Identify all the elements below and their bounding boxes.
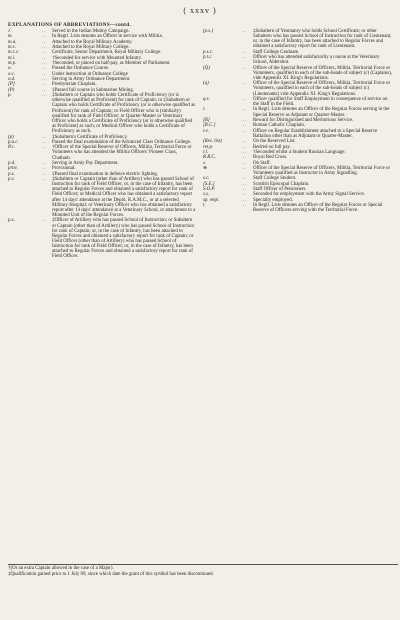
abbreviation-entry bbox=[203, 166, 393, 176]
leader-dots: .. bbox=[41, 171, 47, 177]
abbreviation-term: (p) bbox=[8, 134, 14, 140]
abbreviation-definition: ‡Officer of Artillery who has passed School of Instruction; or Subaltern or Captain (other than of Artillery) who has passed School of Instruction for rank of Captain; or, in the case of Infantry, has been attached to Regular Forces and obtained a satisfactory report for rank of Captain; or Field Officer (other than of Artillery) who has passed School of Instruction for rank of Field Officer; or, in the case of Infantry, has been attached to Regular Forces and obtained a satisfactory report for rank of Field Officer. bbox=[52, 218, 194, 260]
abbreviation-definition: Royal Red Cross. bbox=[253, 155, 288, 161]
abbreviation-definition: †Seconded for service with Mounted Infantry. bbox=[52, 55, 143, 61]
abbreviation-term: [R] bbox=[203, 117, 210, 123]
abbreviation-definition: Presbyterian Chaplain. bbox=[52, 82, 97, 88]
leader-dots: .. bbox=[41, 55, 47, 61]
abbreviation-entry bbox=[8, 145, 196, 160]
abbreviation-term: m.a. bbox=[8, 39, 17, 45]
leader-dots: .. bbox=[242, 65, 248, 71]
abbreviation-term: ⊛ bbox=[203, 165, 208, 171]
abbreviation-definition: On Staff. bbox=[253, 160, 271, 166]
abbreviation-definition: Officer qualified for Staff Employment in consequence of service on the Staff in the Field. bbox=[253, 96, 388, 108]
abbreviation-definition: Seconded for employment with the Army Signal Service. bbox=[253, 192, 365, 198]
abbreviation-term: m.c. bbox=[8, 45, 17, 51]
abbreviation-definition: Reward for Distinguished and Meritorious Service. bbox=[253, 117, 354, 123]
leader-dots: .. bbox=[41, 82, 47, 88]
abbreviation-term: ⅈ bbox=[8, 29, 10, 34]
footnote-divider bbox=[8, 564, 398, 565]
abbreviation-term: p.a.c. bbox=[8, 139, 19, 145]
abbreviation-term: (Q) bbox=[203, 65, 210, 71]
abbreviation-term: m. bbox=[8, 34, 13, 40]
leader-dots: .. bbox=[242, 181, 248, 187]
abbreviation-term: s.s. bbox=[203, 192, 210, 198]
leader-dots: .. bbox=[242, 117, 248, 123]
leader-dots: .. bbox=[242, 55, 248, 61]
abbreviation-term: ret.p. bbox=[203, 144, 214, 150]
abbreviation-definition: ‡Subaltern of Yeomanry who holds School Certificate; or other Subaltern who has passed School of Instruction for rank of Lieutenant, or, in the case of Infantry, has been attached to Regular Forces and obtained a satisfactory report for rank of Lieutenant. bbox=[253, 29, 392, 50]
abbreviation-definition: Officer of the Special Reserve of Officers, Militia, Territorial Force or Volunteers, qualified in each of the sub-heads of subject (c) (Lieutenants) vide Appendix XI. King's Regulations. bbox=[253, 81, 391, 97]
abbreviation-term: t. bbox=[203, 203, 206, 209]
abbreviation-term: p. bbox=[8, 93, 12, 99]
abbreviation-definition: Certificate, Senior Department, Royal Military College. bbox=[52, 50, 162, 56]
leader-dots: .. bbox=[41, 176, 47, 182]
abbreviation-definition: Officer of the Special Reserve of Officers, Militia, Territorial Force or Volunteers qualified as Instructor in Army Signalling. bbox=[253, 165, 391, 177]
abbreviation-entry bbox=[203, 29, 393, 50]
abbreviation-term: p.t.c. bbox=[203, 55, 213, 61]
leader-dots: .. bbox=[242, 49, 248, 55]
abbreviation-term: q.s. bbox=[203, 96, 210, 102]
abbreviation-term: R.R.C. bbox=[203, 155, 216, 161]
abbreviation-entry bbox=[8, 93, 196, 134]
leader-dots: .. bbox=[41, 77, 47, 83]
abbreviation-definition: †Seconded whilst a Student Russian Language. bbox=[253, 149, 346, 155]
abbreviation-term: p.s.c. bbox=[203, 49, 214, 55]
abbreviation-term: P.c. bbox=[8, 145, 15, 151]
abbreviation-term: o.c. bbox=[8, 71, 16, 77]
leader-dots: .. bbox=[242, 176, 248, 182]
page-number: ( xxxv ) bbox=[183, 6, 217, 15]
abbreviation-term: (q) bbox=[203, 81, 209, 87]
abbreviation-definition: Staff Officer of Pensioners. bbox=[253, 187, 307, 193]
leader-dots: .. bbox=[242, 155, 248, 161]
leader-dots: .. bbox=[242, 192, 248, 198]
footnote-1: †(Or an extra Captain allowed in the case of a Major). bbox=[8, 566, 114, 571]
abbreviation-term: s. bbox=[203, 160, 207, 166]
abbreviation-definition: Serving in Army Ordnance Department. bbox=[52, 77, 131, 83]
abbreviation-term: o.d. bbox=[8, 77, 16, 83]
leader-dots: .. bbox=[242, 160, 248, 166]
abbreviation-term: [P] bbox=[8, 82, 15, 88]
abbreviation-entry bbox=[203, 66, 393, 81]
abbreviation-definition: Officer on Regular Establishment attached to a Special Reserve Battalion other than as Adjutant or Quarter-Master. bbox=[253, 128, 378, 139]
abbreviation-definition: Retired on full pay. bbox=[253, 144, 291, 150]
abbreviation-entry bbox=[8, 218, 196, 259]
leader-dots: .. bbox=[242, 107, 248, 113]
abbreviation-term: m.i. bbox=[8, 55, 16, 61]
abbreviation-term: r.e. bbox=[203, 128, 209, 134]
leader-dots: .. bbox=[41, 34, 47, 40]
leader-dots: .. bbox=[41, 160, 47, 166]
leader-dots: .. bbox=[242, 96, 248, 102]
leader-dots: .. bbox=[41, 71, 47, 77]
abbreviation-term: o. bbox=[8, 66, 12, 72]
abbreviation-definition: Passed the final examination of the Advanced Class Ordnance College. bbox=[52, 139, 192, 145]
leader-dots: .. bbox=[242, 149, 248, 155]
leader-dots: .. bbox=[41, 134, 47, 140]
leader-dots: .. bbox=[242, 128, 248, 134]
abbreviation-term: m.p. bbox=[8, 61, 17, 67]
section-title: EXPLANATIONS OF ABBREVIATIONS—contd. bbox=[8, 22, 131, 28]
abbreviation-term: [S.E.] bbox=[203, 181, 215, 187]
abbreviation-entry bbox=[203, 81, 393, 96]
abbreviation-definition: ‡Subaltern or Captain who holds Certificate of Proficiency (or is otherwise qualified as Proficient) for rank of Captain; or ‡Subaltern or Captain who holds Certificate of Proficiency (or is otherwise qualified as Proficient) for rank of Captain; or Field Officer who is (similarly) qualified for rank of Field Officer; or Quarter-Master or Veterinary Officer who holds a Certificate of Proficiency (or is otherwise qualified as Proficient) as such; or Medical Officer who holds a Certificate of Proficiency as such. bbox=[52, 93, 196, 135]
leader-dots: .. bbox=[41, 166, 47, 172]
abbreviation-term: p.s. bbox=[8, 176, 15, 182]
abbreviation-term: m.c.c. bbox=[8, 50, 20, 56]
abbreviation-definition: In Regtl. Lists denotes an Officer of the Regular Forces or Special Reserve of Officers serving with the Territorial Force. bbox=[253, 203, 383, 214]
abbreviation-definition: ‡Subaltern or Captain (other than of Artillery) who has passed School of Instruction for rank of Field Officer, or, in the case of Infantry, has been attached to Regular Forces and obtained a satisfactory report for rank of Field Officer; or Medical Officer who has obtained a satisfactory report after 14 days' attendance at the Depôt, R.A.M.C., or at a selected Military Hospital; or Veterinary Officer who has obtained a satisfactory report after 14 days' attendance at a Veterinary School, or attachment to a Mounted Unit of the Regular Forces. bbox=[52, 176, 196, 219]
leader-dots: .. bbox=[41, 93, 47, 99]
leader-dots: .. bbox=[41, 50, 47, 56]
leader-dots: .. bbox=[41, 39, 47, 45]
abbreviation-entry bbox=[203, 107, 393, 117]
right-column bbox=[203, 29, 393, 214]
abbreviation-term: (P) bbox=[8, 87, 15, 93]
leader-dots: .. bbox=[242, 139, 248, 145]
abbreviation-term: r.l. bbox=[203, 149, 209, 155]
leader-dots: .. bbox=[242, 203, 248, 209]
abbreviation-definition: Roman Catholic Chaplain. bbox=[253, 123, 306, 129]
abbreviation-definition: †Officer of the Special Reserve of Officers, Militia, Territorial Force or Volunteers who has attended the Militia Officers' Pioneer Class, Chatham. bbox=[52, 145, 192, 161]
abbreviation-entry bbox=[8, 177, 196, 218]
abbreviation-entry bbox=[203, 129, 393, 139]
abbreviation-term: sp. emp. bbox=[203, 197, 220, 203]
abbreviation-definition: In Regtl. Lists denotes an Officer of the Regular Forces serving in the Special Reserve as Adjutant or Quarter-Master. bbox=[253, 107, 390, 118]
abbreviation-term: p.d. bbox=[8, 160, 16, 166]
abbreviation-term: [R.C.] bbox=[203, 123, 216, 129]
leader-dots: .. bbox=[41, 139, 47, 145]
leader-dots: .. bbox=[41, 29, 47, 34]
abbreviation-definition: Provisional. bbox=[52, 166, 76, 172]
leader-dots: .. bbox=[242, 165, 248, 171]
abbreviation-definition: Staff College Student. bbox=[253, 176, 297, 182]
abbreviation-definition: Attached to the Royal Military College. bbox=[52, 45, 130, 51]
abbreviation-definition: ‡Subaltern's Certificate of Proficiency. bbox=[52, 134, 128, 140]
leader-dots: .. bbox=[41, 61, 47, 67]
abbreviation-entry bbox=[203, 97, 393, 107]
abbreviation-definition: Serving in Army Pay Department. bbox=[52, 160, 119, 166]
leader-dots: .. bbox=[41, 218, 47, 224]
abbreviation-definition: Staff College Graduate. bbox=[253, 49, 300, 55]
abbreviation-definition: Officer who has attended satisfactorily a course at the Veterinary School, Aldershot. bbox=[253, 55, 380, 66]
leader-dots: .. bbox=[41, 145, 47, 151]
abbreviation-term: S.O.P. bbox=[203, 187, 216, 193]
abbreviation-definition: On the Reserved List. bbox=[253, 139, 296, 145]
abbreviation-definition: †Seconded, or placed on half-pay, as Member of Parliament. bbox=[52, 61, 171, 67]
leader-dots: .. bbox=[242, 81, 248, 87]
abbreviation-term: p.s. bbox=[8, 218, 15, 224]
leader-dots: .. bbox=[41, 45, 47, 51]
abbreviation-entry bbox=[203, 55, 393, 65]
leader-dots: .. bbox=[41, 66, 47, 72]
leader-dots: .. bbox=[242, 144, 248, 150]
abbreviation-definition: Under instruction at Ordnance College bbox=[52, 71, 128, 77]
leader-dots: .. bbox=[242, 197, 248, 203]
abbreviation-definition: Attached to the Royal Military Academy. bbox=[52, 39, 133, 45]
footnote-2: ‡Qualification gained prior to 1 July 09, since which date the grant of this symbol has been discontinued. bbox=[8, 572, 214, 577]
abbreviation-term: p.s. bbox=[8, 171, 15, 177]
abbreviation-definition: Served in the Indian Mutiny Campaign. bbox=[52, 29, 130, 34]
leader-dots: .. bbox=[242, 187, 248, 193]
abbreviation-definition: ‡Passed full course in Submarine Mining. bbox=[52, 87, 135, 93]
abbreviation-definition: Passed the Ordnance Course. bbox=[52, 66, 110, 72]
abbreviation-entry bbox=[203, 203, 393, 213]
abbreviation-definition: ‡Passed final examination in defence electric lighting. bbox=[52, 171, 159, 177]
abbreviation-term: s.c. bbox=[203, 176, 210, 182]
abbreviation-term: (p.s.) bbox=[203, 29, 214, 34]
abbreviation-definition: Scottish Episcopal Chaplain. bbox=[253, 181, 310, 187]
left-column bbox=[8, 29, 196, 260]
abbreviation-term: (Res. list) bbox=[203, 139, 222, 145]
abbreviation-definition: In Regtl. Lists denotes an Officer in service with Militia. bbox=[52, 34, 163, 40]
leader-dots: .. bbox=[41, 87, 47, 93]
leader-dots: .. bbox=[242, 123, 248, 129]
abbreviation-term: r. bbox=[203, 107, 206, 113]
abbreviation-definition: Specially employed. bbox=[253, 197, 293, 203]
abbreviation-term: prov. bbox=[8, 166, 18, 172]
abbreviation-definition: Officer of the Special Reserve of Officers, Militia, Territorial Force or Volunteers, qualified in each of the sub-heads of subject (c) (Captains), vide Appendix XI. King's Regulations. bbox=[253, 65, 392, 81]
leader-dots: .. bbox=[242, 29, 248, 34]
